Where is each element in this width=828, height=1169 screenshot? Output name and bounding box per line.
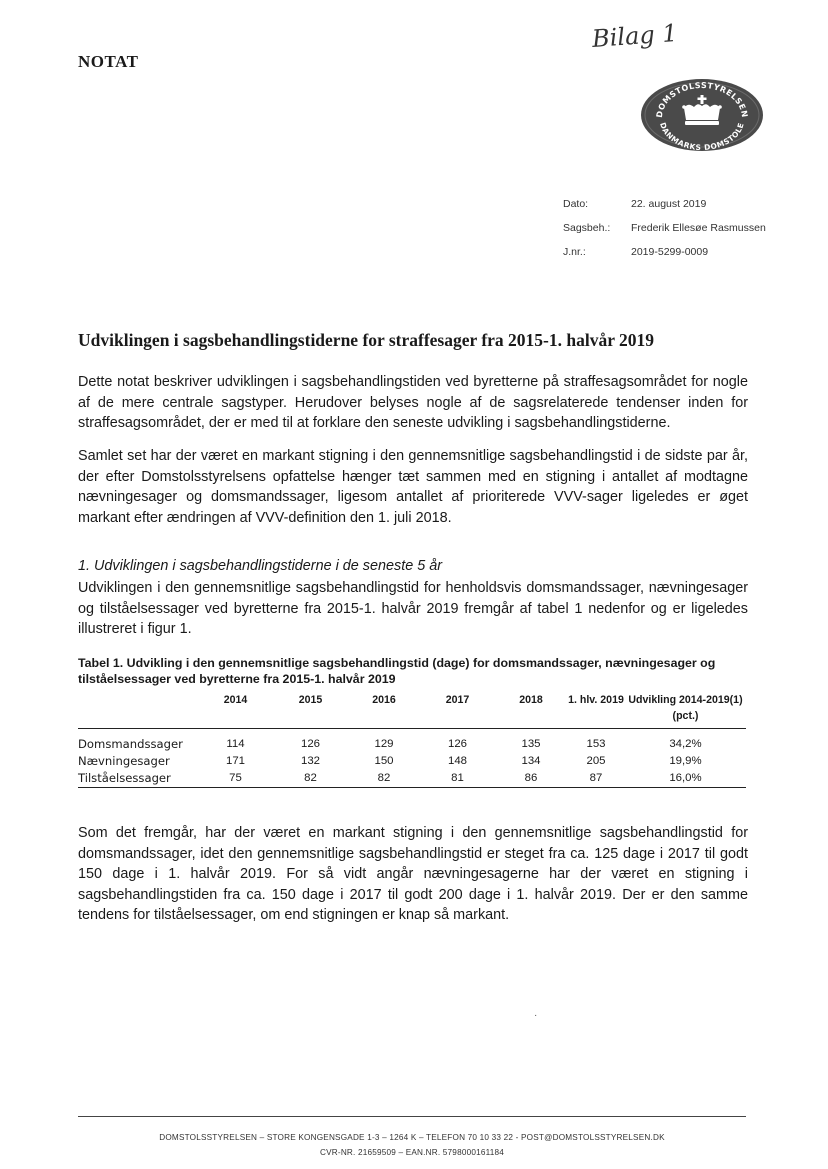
table-row-label: Tilståelsessager: [78, 770, 198, 788]
analysis-paragraph: Som det fremgår, har der været en markant stigning i den gennemsnitlige sagsbehandlingstid for domsmandssager, idet den gennemsnitlige sagsbehandlingstid er steget fra ca. 125 dage i 2017 til godt 150 dage i 1. halvår 2019. For så vidt angår nævningesagerne har der været en stigning i sagsbehandlingstiden fra ca. 150 dage i 2017 til godt 200 dage i 1. halvår 2019. Der er den samme tendens for tilståelsessager, om end stigningen er knap så markant.: [78, 825, 748, 923]
case-processing-table: [78, 690, 746, 788]
table-row-label: Domsmandssager: [78, 737, 183, 751]
table-cell: 16,0%: [625, 770, 746, 788]
table-header-cell: Udvikling 2014-2019(1) (pct.): [625, 690, 746, 729]
table-cell: 126: [300, 738, 320, 750]
footer-divider: [78, 1116, 746, 1117]
table-header-cell: 2018: [495, 690, 567, 729]
table-cell: 205: [586, 755, 606, 767]
section-1-heading: 1. Udviklingen i sagsbehandlingstiderne i de seneste 5 år: [78, 558, 442, 574]
logo-top-text: DOMSTOLSSTYRELSEN: [654, 80, 750, 119]
date-value: 22. august 2019: [631, 198, 707, 210]
table-header-cell: [78, 690, 198, 729]
table-cell: 34,2%: [669, 738, 702, 750]
domstolsstyrelsen-logo: [640, 78, 764, 152]
table-cell: 19,9%: [669, 755, 702, 767]
footer-registration: CVR-NR. 21659509 – EAN.NR. 5798000161184: [320, 1148, 504, 1157]
table-row-label: Nævningesager: [78, 754, 170, 768]
table-cell: 82: [273, 770, 348, 788]
reference-label: J.nr.:: [563, 246, 586, 258]
date-label: Dato:: [563, 198, 589, 210]
table-cell: 148: [447, 755, 467, 767]
handler-row: [563, 221, 766, 245]
table-cell: 126: [447, 738, 467, 750]
table-header-cell: 2017: [420, 690, 495, 729]
summary-paragraph: Samlet set har der været en markant stigning i den gennemsnitlige sagsbehandlingstid i de sidste par år, der efter Domstolsstyrelsens opfattelse hænger tæt sammen med en stigning i antallet af modtagne nævningesager og domsmandssager, ligesom antallet af prioriterede VVV-sager ligeledes er øget markant efter ændringen af VVV-definition den 1. juli 2018.: [78, 448, 748, 526]
intro-paragraph: Dette notat beskriver udviklingen i sagsbehandlingstiden ved byretterne på straffesagsområdet for nogle af de mere centrale sagstyper. Herudover belyses nogle af de sagsrelaterede tendenser inden for straffesagsområdet, der er med til at forklare den seneste udvikling i sagsbehandlingstiderne.: [78, 374, 748, 431]
document-metadata: [563, 197, 766, 269]
table-header-cell: 2014: [198, 690, 273, 729]
table-row: [78, 770, 746, 788]
table-cell: 129: [374, 738, 394, 750]
table-row: [78, 753, 746, 770]
table-cell: 82: [348, 770, 420, 788]
table-cell: 150: [374, 755, 394, 767]
section-1-paragraph: Udviklingen i den gennemsnitlige sagsbehandlingstid for henholdsvis domsmandssager, nævningesager og tilståelsessager ved byretterne fra 2015-1. halvår 2019 fremgår af tabel 1 nedenfor og er ligeledes illustreret i figur 1.: [78, 580, 748, 637]
footer-address: DOMSTOLSSTYRELSEN – STORE KONGENSGADE 1-3 – 1264 K – TELEFON 70 10 33 22 - POST@DOMSTOLSSTYRELSEN.DK: [159, 1133, 665, 1142]
table-header-row: [78, 690, 746, 729]
handler-value: Frederik Ellesøe Rasmussen: [631, 222, 766, 234]
table-cell: 134: [521, 755, 541, 767]
table-row: [78, 729, 746, 754]
logo-bottom-text: DANMARKS DOMSTOLE: [658, 121, 746, 152]
footer: [78, 1130, 746, 1160]
table-cell: 153: [586, 738, 606, 750]
scan-mark: ·: [534, 1010, 538, 1021]
document-type-heading: NOTAT: [78, 52, 139, 71]
table-header-cell: 1. hlv. 2019: [567, 690, 625, 729]
reference-value: 2019-5299-0009: [631, 246, 709, 258]
table-caption: Tabel 1. Udvikling i den gennemsnitlige sagsbehandlingstid (dage) for domsmandssager, nævningesager og tilståelsessager ved byretterne fra 2015-1. halvår 2019: [78, 656, 716, 686]
table-cell: 132: [300, 755, 320, 767]
reference-row: [563, 245, 766, 269]
table-header-cell: 2016: [348, 690, 420, 729]
table-cell: 81: [420, 770, 495, 788]
date-row: [563, 197, 766, 221]
table-cell: 171: [225, 755, 245, 767]
handler-label: Sagsbeh.:: [563, 222, 611, 234]
handwritten-annotation: Bilag 1: [591, 19, 679, 53]
table-cell: 114: [226, 738, 245, 750]
table-header-cell: 2015: [273, 690, 348, 729]
page-title: Udviklingen i sagsbehandlingstiderne for straffesager fra 2015-1. halvår 2019: [78, 330, 655, 350]
table-cell: 135: [521, 738, 541, 750]
table-cell: 87: [567, 770, 625, 788]
table-cell: 86: [495, 770, 567, 788]
table-cell: 75: [198, 770, 273, 788]
